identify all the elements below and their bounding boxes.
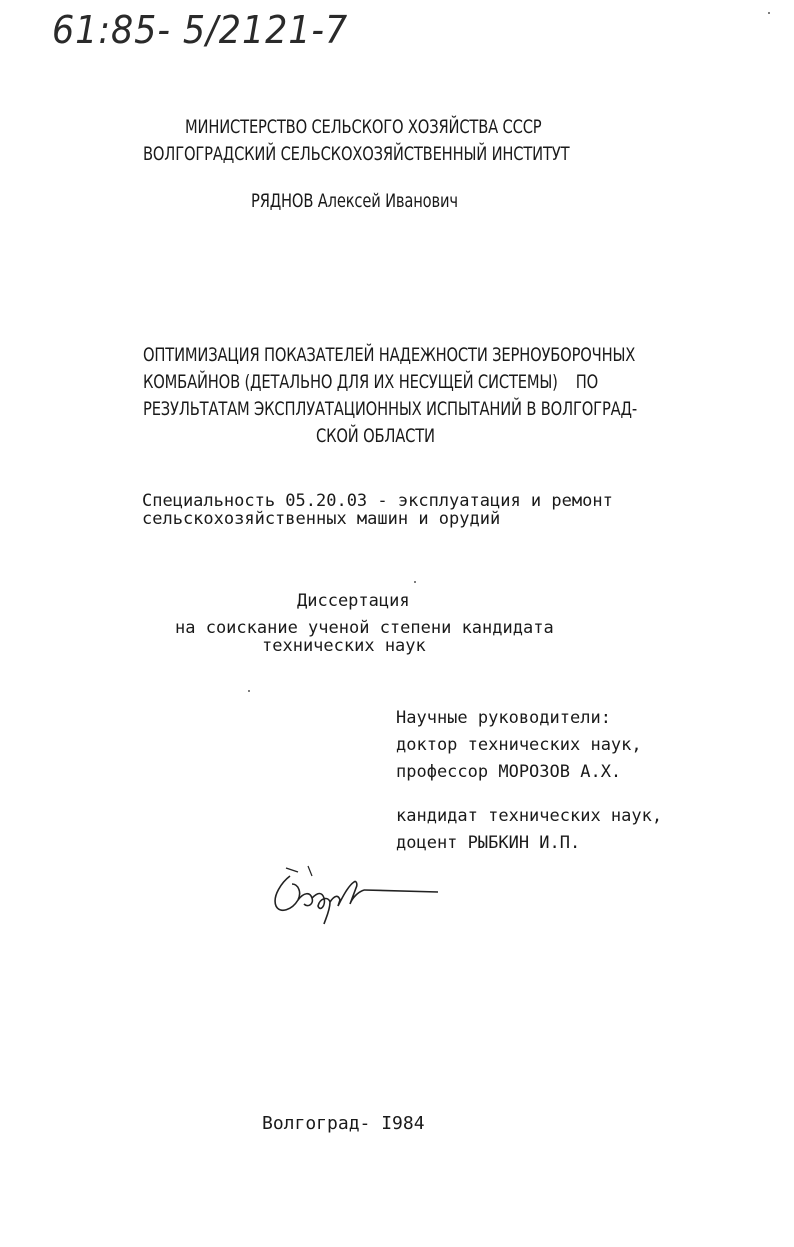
dissertation-label: Диссертация	[297, 591, 410, 611]
place-and-year: Волгоград- I984	[262, 1113, 425, 1134]
supervisors-heading: Научные руководители:	[396, 708, 611, 728]
supervisor-2-name: доцент РЫБКИН И.П.	[396, 833, 581, 853]
title-line-4: СКОЙ ОБЛАСТИ	[316, 425, 435, 447]
dissertation-field-line: технических наук	[262, 636, 426, 656]
specialty-line-1: Специальность 05.20.03 - эксплуатация и ремонт	[142, 491, 613, 511]
scan-speck	[414, 581, 416, 583]
title-line-2: КОМБАЙНОВ (ДЕТАЛЬНО ДЛЯ ИХ НЕСУЩЕЙ СИСТЕМЫ) ПО	[143, 371, 599, 393]
dissertation-degree-line: на соискание ученой степени кандидата	[175, 618, 554, 638]
scan-speck	[248, 690, 250, 692]
author-name: РЯДНОВ Алексей Иванович	[251, 190, 458, 212]
institute-line: ВОЛГОГРАДСКИЙ СЕЛЬСКОХОЗЯЙСТВЕННЫЙ ИНСТИТУТ	[143, 143, 570, 165]
title-line-3: РЕЗУЛЬТАТАМ ЭКСПЛУАТАЦИОННЫХ ИСПЫТАНИЙ В ВОЛГОГРАД-	[143, 398, 637, 420]
supervisor-1-degree: доктор технических наук,	[396, 735, 642, 755]
ministry-line: МИНИСТЕРСТВО СЕЛЬСКОГО ХОЗЯЙСТВА СССР	[185, 116, 542, 138]
scan-speck	[768, 12, 770, 14]
handwritten-archive-code: 61:85- 5/2121-7	[52, 8, 349, 52]
supervisor-2-degree: кандидат технических наук,	[396, 806, 663, 826]
supervisor-1-name: профессор МОРОЗОВ А.Х.	[396, 762, 622, 782]
specialty-line-2: сельскохозяйственных машин и орудий	[142, 509, 501, 529]
title-line-1: ОПТИМИЗАЦИЯ ПОКАЗАТЕЛЕЙ НАДЕЖНОСТИ ЗЕРНОУБОРОЧНЫХ	[143, 344, 636, 366]
handwritten-signature	[268, 862, 443, 932]
